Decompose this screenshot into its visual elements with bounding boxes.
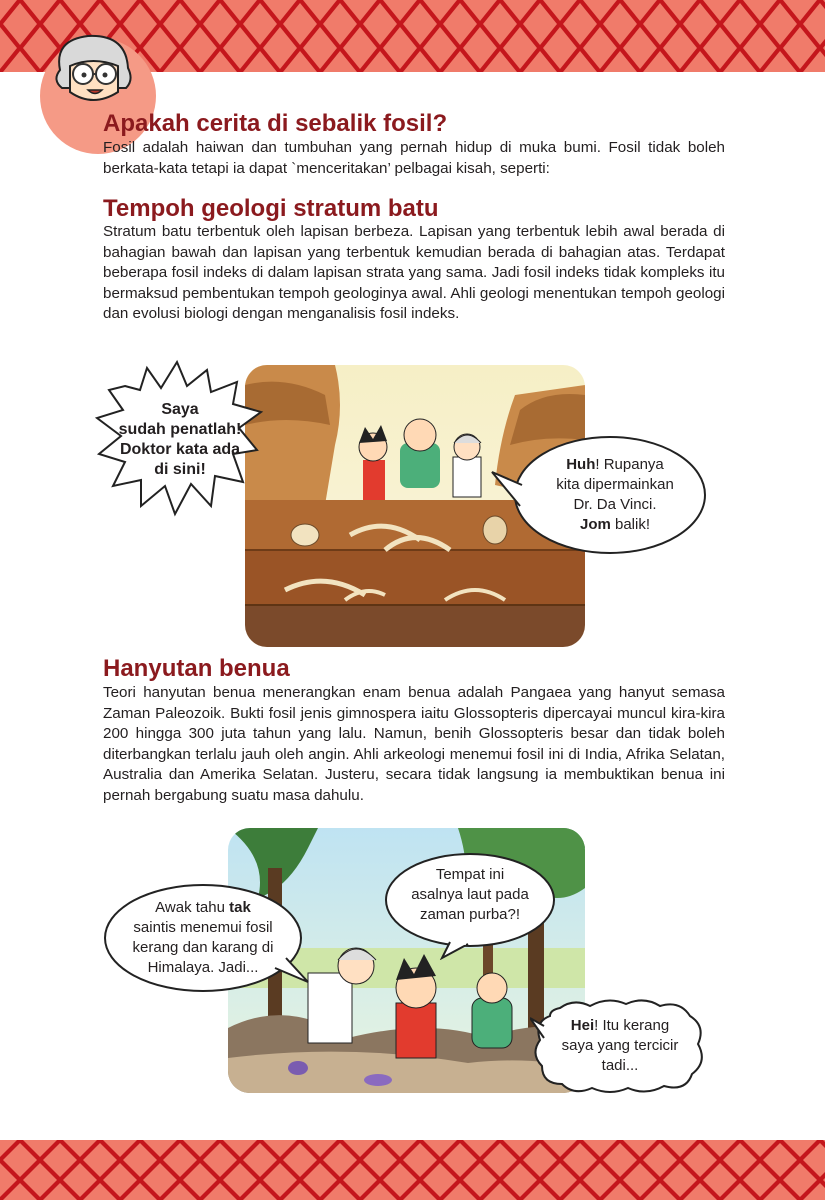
bottom-decorative-band — [0, 1140, 825, 1200]
section-body-fossil-story: Fosil adalah haiwan dan tumbuhan yang pernah hidup di muka bumi. Fosil tidak boleh berkata-kata tetapi ia dapat `menceritakan’ pelbagai kisah, seperti: — [103, 139, 725, 177]
section-heading-geology-stratum: Tempoh geologi stratum batu — [103, 195, 439, 222]
section-heading-fossil-story: Apakah cerita di sebalik fosil? — [103, 110, 448, 137]
section-body-geology-stratum: Stratum batu terbentuk oleh lapisan berbeza. Lapisan yang terbentuk lebih awal berada di bahagian bawah dan lapisan yang terbentuk kemudian berada di bahagian atas. Terdapat beberapa fosil indeks di dalam lapisan strata yang sama. Jadi fosil indeks tidak kompleks itu bermaksud pembentukan tempoh geologinya awal. Ahli geologi menentukan tempoh geologi dan evolusi biologi dengan menganalisis fosil indeks. — [103, 223, 725, 322]
speech-text-right-comic2: Hei! Itu kerang saya yang tercicir tadi... — [561, 1017, 679, 1074]
section-body-continental-drift: Teori hanyutan benua menerangkan enam benua adalah Pangaea yang hanyut semasa Zaman Paleozoik. Bukti fosil jenis gimnospera iaitu Glossopteris dipercayai muncul kira-kira 200 hingga 300 juta tahun yang lalu. Namun, benih Glossopteris besar dan tidak boleh diterbangkan terlalu jauh oleh angin. Ahli arkeologi menemui fosil ini di India, Afrika Selatan, Australia dan Amerika Selatan. Justeru, secara tidak langsung ia membuktikan benua ini pernah bergabung suatu masa dahulu. — [103, 684, 725, 804]
speech-text-center-comic2: Tempat ini asalnya laut pada zaman purba?! — [411, 866, 529, 923]
speech-text-left-comic2: Awak tahu tak saintis menemui fosil kerang dan karang di Himalaya. Jadi... — [132, 899, 274, 976]
speech-text-right-comic1: Huh! Rupanya kita dipermainkan Dr. Da Vinci. Jom balik! — [556, 456, 674, 533]
section-heading-continental-drift: Hanyutan benua — [103, 655, 290, 682]
speech-text-left-comic1: Saya sudah penatlah! Doktor kata ada di sini! — [118, 401, 242, 478]
professor-avatar-icon — [48, 30, 138, 115]
